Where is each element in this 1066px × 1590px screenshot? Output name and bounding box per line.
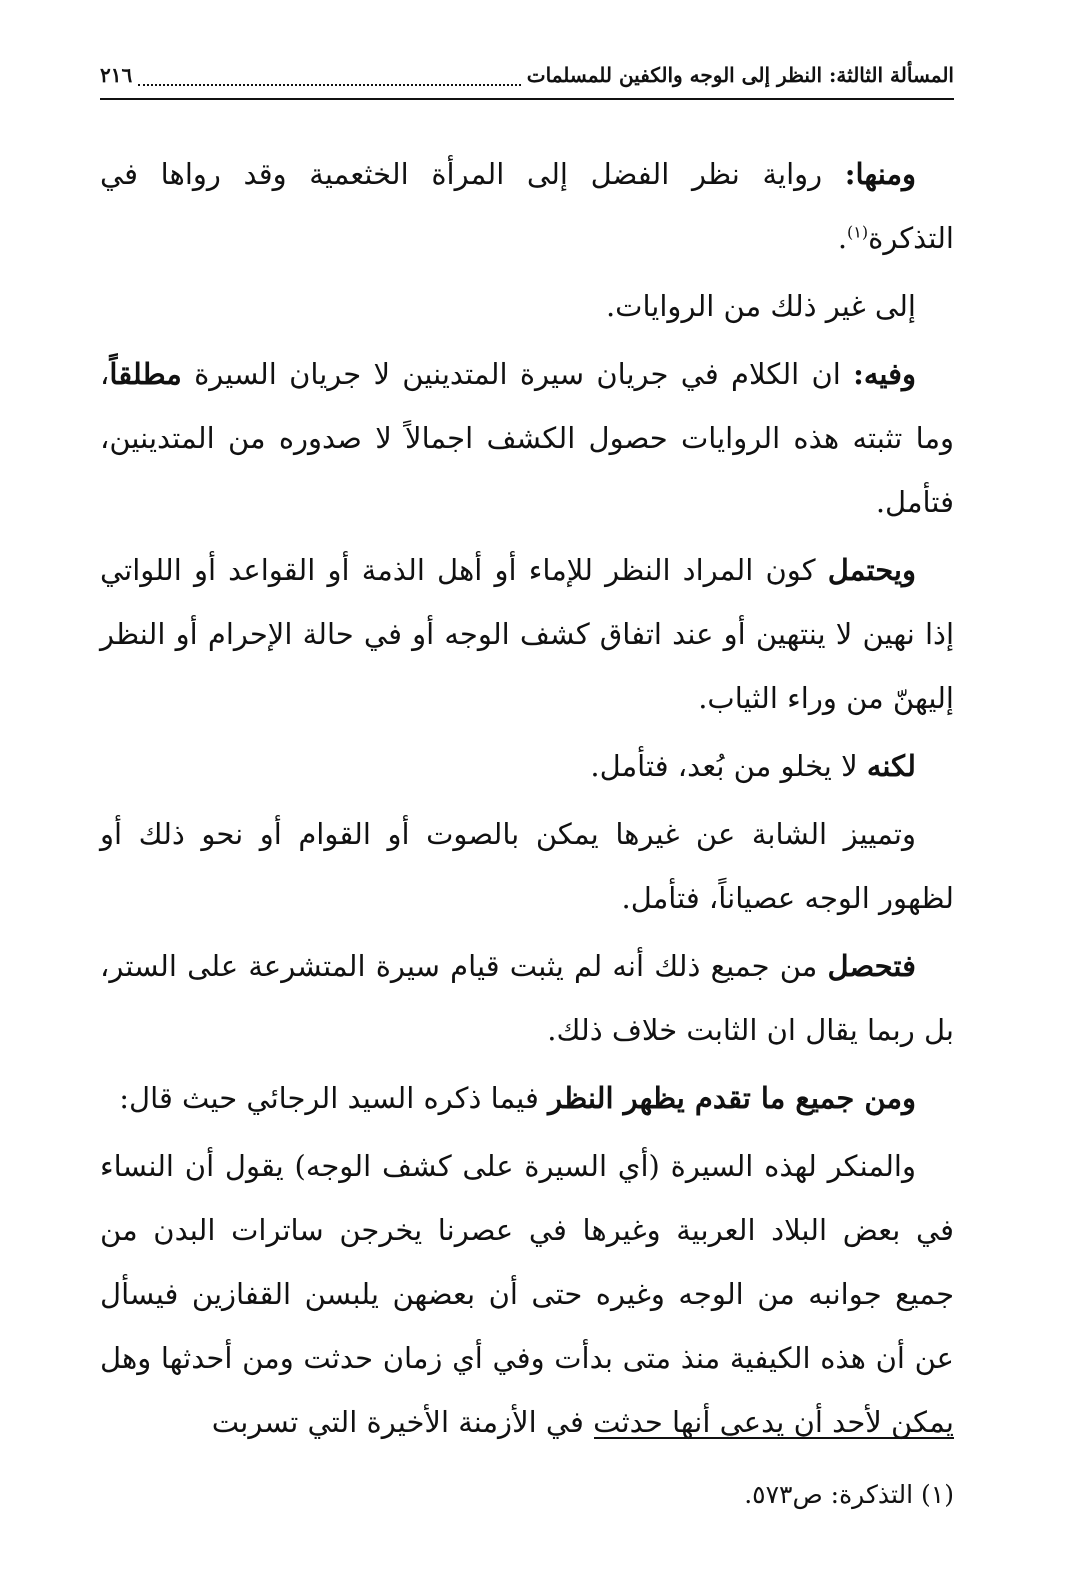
paragraph-text: ان الكلام في جريان سيرة المتدينين لا جريان السيرة [181, 357, 854, 391]
paragraph-9 [100, 1134, 954, 1454]
footnote-reference: (١) [847, 222, 869, 242]
page-body [100, 142, 954, 1458]
running-header [100, 58, 954, 100]
paragraph-text: كون المراد النظر للإماء أو أهل الذمة أو القواعد أو اللواتي إذا نهين لا ينتهين أو عند اتفاق كشف الوجه أو في حالة الإحرام أو النظر إليهنّ من وراء الثياب. [100, 553, 954, 715]
paragraph-8 [100, 1066, 954, 1130]
paragraph-text: إلى غير ذلك من الروايات. [605, 289, 916, 323]
page-number: ٢١٦ [100, 63, 133, 87]
paragraph-text: وتمييز الشابة عن غيرها يمكن بالصوت أو القوام أو نحو ذلك أو لظهور الوجه عصياناً، فتأمل. [100, 817, 954, 915]
footnote-text: (١) التذكرة: ص٥٧٣. [744, 1480, 954, 1509]
paragraph-7 [100, 934, 954, 1062]
paragraph-lead: ويحتمل [827, 553, 916, 587]
paragraph-text: والمنكر لهذه السيرة (أي السيرة على كشف الوجه) يقول أن النساء في بعض البلاد العربية وغيرها في عصرنا يخرجن ساترات البدن من جميع جوانبه من الوجه وغيره حتى أن بعضهن يلبسن القفازين فيسأل عن أن هذه الكيفية منذ متى بدأت وفي أي زمان حدثت ومن أحدثها وهل يمكن لأحد أن يدعي أنها حدثت في الأزمنة الأخيرة التي تسربت [100, 1149, 954, 1439]
header-title: المسألة الثالثة: النظر إلى الوجه والكفين للمسلمات [526, 63, 954, 87]
paragraph-lead: ومنها: [844, 157, 916, 191]
paragraph-lead: لكنه [866, 749, 916, 783]
paragraph-tail: ، وما تثبته هذه الروايات حصول الكشف اجمالاً لا صدوره من المتدينين، فتأمل. [100, 357, 954, 519]
paragraph-text: فيما ذكره السيد الرجائي حيث قال: [119, 1081, 549, 1115]
paragraph-lead: فتحصل [827, 949, 916, 983]
paragraph-6 [100, 802, 954, 930]
paragraph-lead: ومن جميع ما تقدم يظهر النظر [548, 1081, 916, 1115]
footnote-separator [594, 1437, 954, 1439]
paragraph-tail: . [837, 221, 848, 255]
header-dot-leader [138, 83, 521, 86]
footnote [100, 1475, 954, 1515]
paragraph-3 [100, 342, 954, 534]
paragraph-text: رواية نظر الفضل إلى المرأة الخثعمية وقد رواها في التذكرة [100, 157, 954, 255]
paragraph-emphasis: مطلقاً [109, 357, 182, 391]
paragraph-text: من جميع ذلك أنه لم يثبت قيام سيرة المتشرعة على الستر، بل ربما يقال ان الثابت خلاف ذلك. [100, 949, 954, 1047]
paragraph-text: لا يخلو من بُعد، فتأمل. [590, 749, 867, 783]
paragraph-1 [100, 142, 954, 270]
paragraph-4 [100, 538, 954, 730]
paragraph-2 [100, 274, 954, 338]
paragraph-5 [100, 734, 954, 798]
paragraph-lead: وفيه: [853, 357, 916, 391]
